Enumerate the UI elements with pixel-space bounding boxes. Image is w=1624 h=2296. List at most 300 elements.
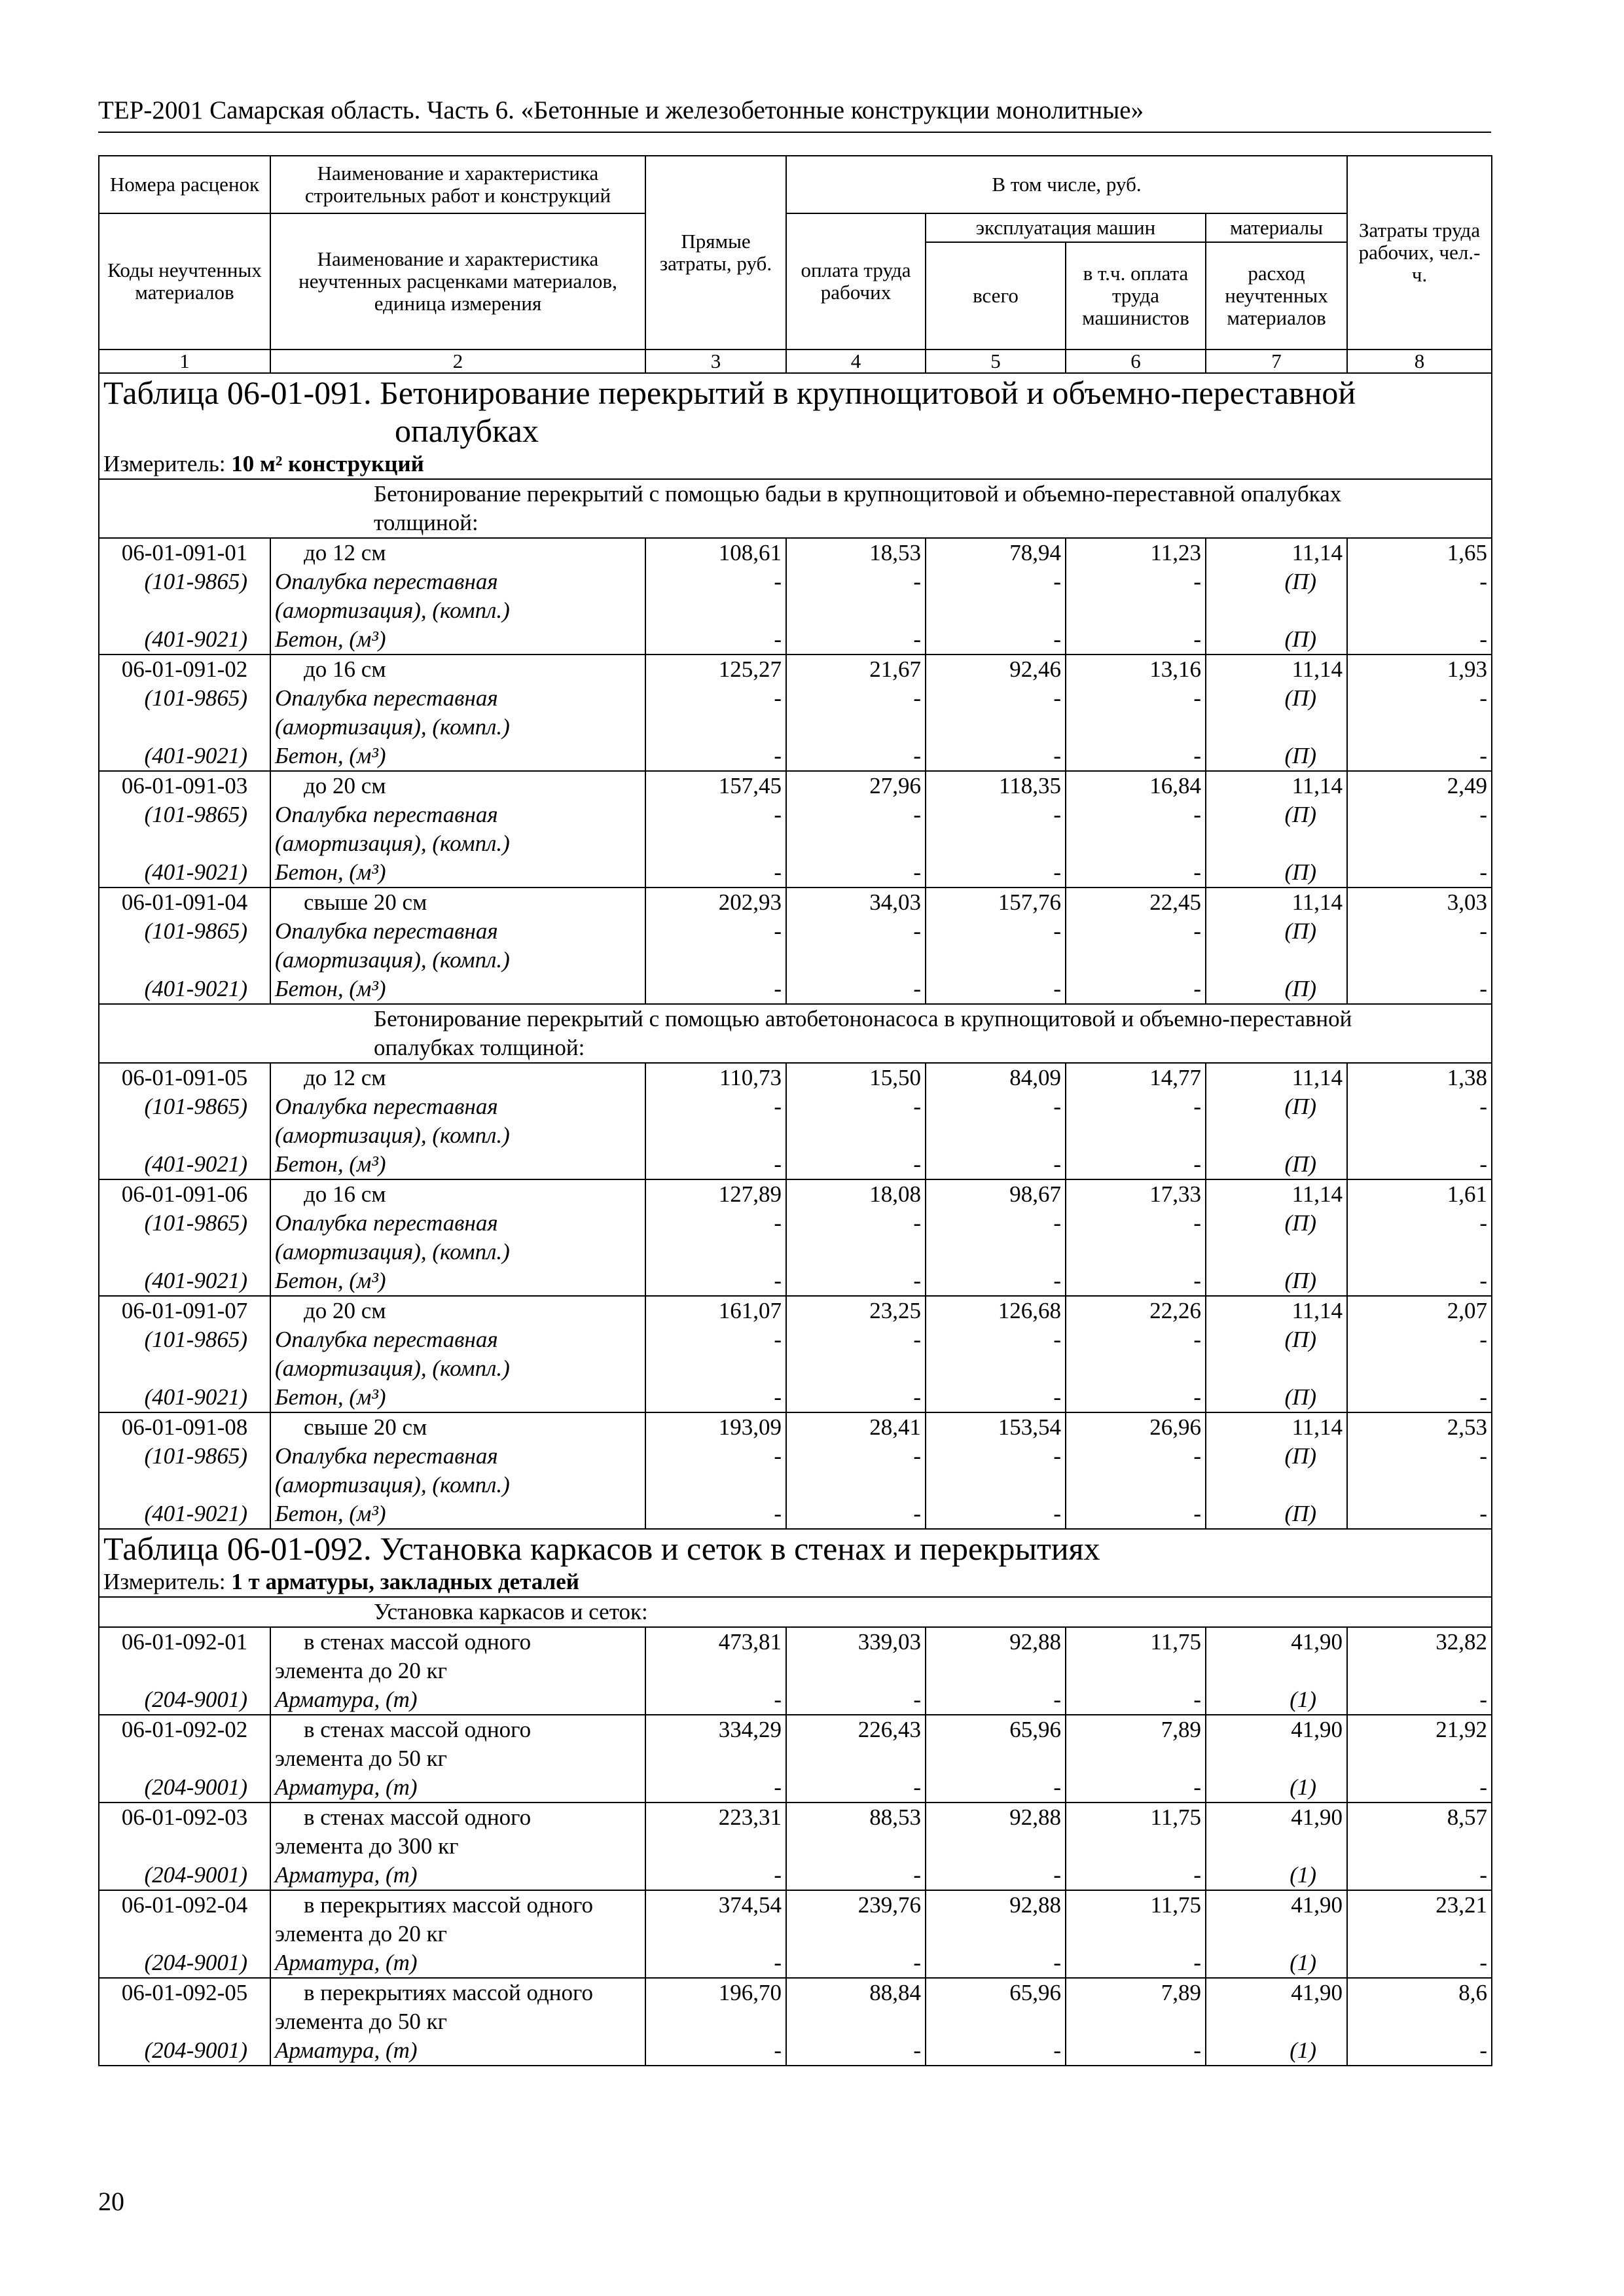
material-name-cell: Арматура, (т) [270, 1861, 645, 1890]
table-row [99, 1063, 1492, 1092]
empty-cell [1206, 1238, 1347, 1266]
empty-cell [926, 1354, 1066, 1383]
dash-cell: - [786, 1266, 926, 1296]
table-row [99, 713, 1492, 742]
material-name-cell: (амортизация), (компл.) [270, 1471, 645, 1499]
dash-cell: - [645, 1383, 786, 1412]
dash-cell: - [786, 1209, 926, 1238]
col-number: 7 [1206, 350, 1347, 373]
table-row [99, 2007, 1492, 2036]
labor-cost-cell: 239,76 [786, 1890, 926, 1920]
empty-cell [786, 1354, 926, 1383]
group-title [99, 1597, 1492, 1627]
material-code-cell: (101-9865) [99, 1209, 270, 1238]
dash-cell: - [1347, 800, 1492, 829]
dash-cell: - [926, 1383, 1066, 1412]
operator-cost-cell: 13,16 [1066, 655, 1206, 684]
col-number: 3 [645, 350, 786, 373]
dash-cell: - [1066, 684, 1206, 713]
dash-cell: - [926, 625, 1066, 655]
table-row [99, 1325, 1492, 1354]
direct-cost-cell: 193,09 [645, 1412, 786, 1442]
material-name-cell: (амортизация), (компл.) [270, 946, 645, 975]
material-cost-cell: 41,90 [1206, 1978, 1347, 2007]
machine-cost-cell: 65,96 [926, 1715, 1066, 1744]
empty-cell [1347, 1471, 1492, 1499]
material-name-cell: Бетон, (м³) [270, 1383, 645, 1412]
material-cost-cell: 41,90 [1206, 1890, 1347, 1920]
empty-cell [1206, 1744, 1347, 1773]
dash-cell: - [1066, 1266, 1206, 1296]
empty-cell [786, 1121, 926, 1150]
rate-code-cell [99, 1063, 270, 1092]
labor-cost-cell: 18,53 [786, 538, 926, 567]
empty-cell [926, 829, 1066, 858]
material-qty-cell: (1) [1206, 1948, 1347, 1978]
dash-cell: - [786, 1685, 926, 1715]
dash-cell: - [786, 567, 926, 596]
direct-cost-cell: 223,31 [645, 1803, 786, 1832]
table-row [99, 1442, 1492, 1471]
machine-cost-cell: 84,09 [926, 1063, 1066, 1092]
material-code-cell: (204-9001) [99, 1948, 270, 1978]
group-title [99, 479, 1492, 538]
dash-cell: - [1347, 1948, 1492, 1978]
rate-name-cell: в перекрытиях массой одного [270, 1978, 645, 2007]
material-qty-cell: (П) [1206, 1209, 1347, 1238]
measure-unit-row [99, 1568, 1492, 1597]
dash-cell: - [786, 1773, 926, 1803]
empty-cell [1066, 1832, 1206, 1861]
direct-cost-cell: 334,29 [645, 1715, 786, 1744]
empty-cell [645, 1121, 786, 1150]
dash-cell: - [926, 1685, 1066, 1715]
direct-cost-cell: 196,70 [645, 1978, 786, 2007]
labor-hours-cell: 2,49 [1347, 771, 1492, 800]
machines-header: эксплуатация машин [926, 213, 1206, 242]
table-row [99, 1383, 1492, 1412]
group-title-line: опалубках толщиной: [374, 1035, 585, 1060]
material-code-cell: (101-9865) [99, 1442, 270, 1471]
materials-header: материалы [1206, 213, 1347, 242]
dash-cell: - [926, 1499, 1066, 1529]
material-code-cell: (401-9021) [99, 1266, 270, 1296]
empty-cell [645, 1832, 786, 1861]
labor-cost-cell: 28,41 [786, 1412, 926, 1442]
empty-cell [99, 829, 270, 858]
dash-cell: - [1347, 625, 1492, 655]
col5-header: всего [926, 242, 1066, 350]
group-title-line: Бетонирование перекрытий с помощью автобетононасоса в крупнощитовой и объемно-переставной [374, 1006, 1352, 1031]
dash-cell: - [786, 1150, 926, 1179]
material-qty-cell: (П) [1206, 1499, 1347, 1529]
table-title-line: опалубках [395, 412, 539, 449]
dash-cell: - [926, 975, 1066, 1004]
dash-cell: - [645, 684, 786, 713]
table-row [99, 946, 1492, 975]
dash-cell: - [926, 1092, 1066, 1121]
direct-cost-cell: 157,45 [645, 771, 786, 800]
col8-header: Затраты труда рабочих, чел.-ч. [1347, 156, 1492, 350]
dash-cell: - [926, 1209, 1066, 1238]
rate-code: 06-01-092-01 [121, 1629, 248, 1655]
labor-cost-cell: 88,84 [786, 1978, 926, 2007]
machine-cost-cell: 92,88 [926, 1627, 1066, 1657]
empty-cell [786, 1238, 926, 1266]
dash-cell: - [645, 1685, 786, 1715]
material-name-cell: Бетон, (м³) [270, 975, 645, 1004]
table-row [99, 567, 1492, 596]
table-row [99, 1685, 1492, 1715]
col-number: 6 [1066, 350, 1206, 373]
dash-cell: - [926, 1442, 1066, 1471]
material-qty-cell: (1) [1206, 1773, 1347, 1803]
dash-cell: - [786, 1442, 926, 1471]
empty-cell [645, 1657, 786, 1685]
material-code-cell: (204-9001) [99, 1861, 270, 1890]
material-qty-cell: (П) [1206, 975, 1347, 1004]
empty-cell [645, 2007, 786, 2036]
empty-cell [1206, 713, 1347, 742]
rate-code-cell [99, 538, 270, 567]
measure-unit [99, 1568, 1492, 1597]
material-qty-cell: (П) [1206, 1092, 1347, 1121]
dash-cell: - [645, 1266, 786, 1296]
dash-cell: - [1066, 1442, 1206, 1471]
empty-cell [1347, 1121, 1492, 1150]
empty-cell [645, 946, 786, 975]
operator-cost-cell: 14,77 [1066, 1063, 1206, 1092]
empty-cell [1066, 1238, 1206, 1266]
measure-label: Измеритель: [103, 451, 226, 476]
operator-cost-cell: 7,89 [1066, 1978, 1206, 2007]
operator-cost-cell: 11,23 [1066, 538, 1206, 567]
rate-name-cell: в стенах массой одного [270, 1715, 645, 1744]
empty-cell [786, 1657, 926, 1685]
empty-cell [99, 2007, 270, 2036]
table-title [99, 1529, 1492, 1568]
column-header [99, 156, 1492, 373]
table-title-row [99, 1529, 1492, 1568]
empty-cell [786, 829, 926, 858]
col2-bottom-header: Наименование и характеристика неучтенных расценками материалов, единица измерения [270, 213, 645, 350]
dash-cell: - [1066, 975, 1206, 1004]
table-row [99, 771, 1492, 800]
table-row [99, 1209, 1492, 1238]
material-cost-cell: 41,90 [1206, 1803, 1347, 1832]
labor-cost-cell: 15,50 [786, 1063, 926, 1092]
material-code-cell: (101-9865) [99, 800, 270, 829]
empty-cell [926, 1238, 1066, 1266]
dash-cell: - [1066, 1861, 1206, 1890]
rate-code: 06-01-091-04 [121, 889, 248, 915]
material-code-cell: (401-9021) [99, 975, 270, 1004]
material-cost-cell: 41,90 [1206, 1715, 1347, 1744]
empty-cell [926, 1657, 1066, 1685]
measure-unit [99, 450, 1492, 479]
table-row [99, 1627, 1492, 1657]
labor-hours-cell: 8,57 [1347, 1803, 1492, 1832]
dash-cell: - [645, 2036, 786, 2066]
machine-cost-cell: 157,76 [926, 888, 1066, 917]
table-row [99, 829, 1492, 858]
dash-cell: - [1347, 1209, 1492, 1238]
dash-cell: - [1066, 742, 1206, 771]
table-row [99, 888, 1492, 917]
rate-name-cell: элемента до 50 кг [270, 2007, 645, 2036]
material-name-cell: Опалубка переставная [270, 800, 645, 829]
rate-name-cell: до 16 см [270, 1179, 645, 1209]
material-name-cell: Опалубка переставная [270, 567, 645, 596]
operator-cost-cell: 17,33 [1066, 1179, 1206, 1209]
rate-code-cell [99, 888, 270, 917]
empty-cell [926, 946, 1066, 975]
rates-table [98, 155, 1492, 2066]
dash-cell: - [1066, 1325, 1206, 1354]
table-row [99, 1744, 1492, 1773]
operator-cost-cell: 11,75 [1066, 1627, 1206, 1657]
rate-code: 06-01-091-03 [121, 773, 248, 798]
dash-cell: - [1347, 1266, 1492, 1296]
labor-hours-cell: 21,92 [1347, 1715, 1492, 1744]
table-row [99, 742, 1492, 771]
empty-cell [1206, 2007, 1347, 2036]
rate-name-cell: элемента до 50 кг [270, 1744, 645, 1773]
material-qty-cell: (П) [1206, 1383, 1347, 1412]
empty-cell [645, 829, 786, 858]
measure-value: 1 т арматуры, закладных деталей [231, 1569, 579, 1594]
material-code-cell: (204-9001) [99, 1685, 270, 1715]
table-row [99, 800, 1492, 829]
empty-cell [1206, 1920, 1347, 1948]
labor-cost-cell: 21,67 [786, 655, 926, 684]
rate-name-cell: элемента до 300 кг [270, 1832, 645, 1861]
dash-cell: - [926, 684, 1066, 713]
dash-cell: - [645, 858, 786, 888]
group-title-row [99, 1597, 1492, 1627]
material-name-cell: Бетон, (м³) [270, 858, 645, 888]
rate-name-cell: до 12 см [270, 538, 645, 567]
table-row [99, 1092, 1492, 1121]
material-name-cell: Бетон, (м³) [270, 625, 645, 655]
machine-cost-cell: 78,94 [926, 538, 1066, 567]
empty-cell [1066, 1354, 1206, 1383]
operator-cost-cell: 16,84 [1066, 771, 1206, 800]
empty-cell [1066, 713, 1206, 742]
material-name-cell: Бетон, (м³) [270, 1499, 645, 1529]
dash-cell: - [1066, 1092, 1206, 1121]
rate-name-cell: свыше 20 см [270, 888, 645, 917]
dash-cell: - [1066, 800, 1206, 829]
dash-cell: - [1066, 567, 1206, 596]
dash-cell: - [926, 742, 1066, 771]
dash-cell: - [645, 625, 786, 655]
dash-cell: - [786, 800, 926, 829]
rate-code-cell [99, 1715, 270, 1744]
rate-name-cell: свыше 20 см [270, 1412, 645, 1442]
dash-cell: - [1066, 625, 1206, 655]
dash-cell: - [926, 2036, 1066, 2066]
empty-cell [1347, 1354, 1492, 1383]
material-cost-cell: 11,14 [1206, 1296, 1347, 1325]
labor-cost-cell: 88,53 [786, 1803, 926, 1832]
empty-cell [1206, 1354, 1347, 1383]
dash-cell: - [645, 975, 786, 1004]
empty-cell [786, 1471, 926, 1499]
dash-cell: - [1347, 567, 1492, 596]
rate-name-cell: до 12 см [270, 1063, 645, 1092]
material-name-cell: Арматура, (т) [270, 1685, 645, 1715]
empty-cell [645, 713, 786, 742]
dash-cell: - [786, 742, 926, 771]
material-qty-cell: (П) [1206, 684, 1347, 713]
dash-cell: - [926, 1861, 1066, 1890]
measure-unit-row [99, 450, 1492, 479]
dash-cell: - [1347, 1773, 1492, 1803]
group-title-line: толщиной: [374, 510, 478, 535]
dash-cell: - [1347, 1150, 1492, 1179]
empty-cell [99, 596, 270, 625]
dash-cell: - [645, 1861, 786, 1890]
material-code-cell: (401-9021) [99, 1150, 270, 1179]
col7-header: расход неучтенных материалов [1206, 242, 1347, 350]
dash-cell: - [1066, 1685, 1206, 1715]
table-row [99, 1266, 1492, 1296]
empty-cell [1347, 829, 1492, 858]
dash-cell: - [926, 800, 1066, 829]
material-qty-cell: (П) [1206, 800, 1347, 829]
rate-code: 06-01-092-03 [121, 1804, 248, 1830]
table-title [99, 373, 1492, 450]
dash-cell: - [1347, 1499, 1492, 1529]
empty-cell [99, 1920, 270, 1948]
material-cost-cell: 41,90 [1206, 1627, 1347, 1657]
group-title-line: Установка каркасов и сеток: [374, 1599, 648, 1624]
dash-cell: - [1347, 1092, 1492, 1121]
empty-cell [1347, 2007, 1492, 2036]
material-qty-cell: (П) [1206, 1442, 1347, 1471]
rate-code: 06-01-091-08 [121, 1414, 248, 1440]
direct-cost-cell: 127,89 [645, 1179, 786, 1209]
col-number: 8 [1347, 350, 1492, 373]
table-row [99, 538, 1492, 567]
dash-cell: - [1066, 2036, 1206, 2066]
empty-cell [1206, 829, 1347, 858]
empty-cell [786, 596, 926, 625]
material-code-cell: (401-9021) [99, 625, 270, 655]
measure-value: 10 м² конструкций [231, 451, 424, 476]
labor-hours-cell: 23,21 [1347, 1890, 1492, 1920]
table-row [99, 655, 1492, 684]
dash-cell: - [926, 567, 1066, 596]
dash-cell: - [786, 625, 926, 655]
rate-code: 06-01-091-06 [121, 1181, 248, 1207]
dash-cell: - [926, 1773, 1066, 1803]
empty-cell [645, 1920, 786, 1948]
dash-cell: - [1347, 1325, 1492, 1354]
empty-cell [1347, 1920, 1492, 1948]
empty-cell [1066, 829, 1206, 858]
material-qty-cell: (1) [1206, 2036, 1347, 2066]
material-name-cell: Арматура, (т) [270, 1948, 645, 1978]
material-code-cell: (101-9865) [99, 684, 270, 713]
material-code-cell: (204-9001) [99, 1773, 270, 1803]
empty-cell [926, 1744, 1066, 1773]
dash-cell: - [1347, 1383, 1492, 1412]
empty-cell [99, 1471, 270, 1499]
table-row [99, 1471, 1492, 1499]
dash-cell: - [645, 1442, 786, 1471]
material-cost-cell: 11,14 [1206, 1179, 1347, 1209]
empty-cell [645, 596, 786, 625]
empty-cell [926, 1121, 1066, 1150]
dash-cell: - [1347, 684, 1492, 713]
dash-cell: - [926, 1325, 1066, 1354]
table-row [99, 1920, 1492, 1948]
empty-cell [1347, 1657, 1492, 1685]
labor-hours-cell: 32,82 [1347, 1627, 1492, 1657]
rate-code: 06-01-091-01 [121, 540, 248, 565]
empty-cell [1347, 1832, 1492, 1861]
rate-name-cell: до 20 см [270, 1296, 645, 1325]
dash-cell: - [645, 1499, 786, 1529]
empty-cell [1206, 1471, 1347, 1499]
empty-cell [1206, 1121, 1347, 1150]
labor-cost-cell: 226,43 [786, 1715, 926, 1744]
machine-cost-cell: 65,96 [926, 1978, 1066, 2007]
empty-cell [926, 596, 1066, 625]
material-name-cell: Опалубка переставная [270, 1325, 645, 1354]
table-row [99, 1832, 1492, 1861]
dash-cell: - [645, 917, 786, 946]
empty-cell [786, 2007, 926, 2036]
header-rule [98, 132, 1491, 133]
rate-code-cell [99, 1803, 270, 1832]
table-row [99, 1715, 1492, 1744]
dash-cell: - [786, 1861, 926, 1890]
dash-cell: - [786, 1383, 926, 1412]
dash-cell: - [645, 1325, 786, 1354]
empty-cell [1347, 713, 1492, 742]
table-row [99, 1150, 1492, 1179]
dash-cell: - [1347, 858, 1492, 888]
labor-hours-cell: 1,65 [1347, 538, 1492, 567]
table-title-row [99, 373, 1492, 450]
dash-cell: - [786, 1499, 926, 1529]
col-number: 2 [270, 350, 645, 373]
dash-cell: - [645, 567, 786, 596]
machine-cost-cell: 153,54 [926, 1412, 1066, 1442]
material-name-cell: (амортизация), (компл.) [270, 596, 645, 625]
empty-cell [645, 1354, 786, 1383]
dash-cell: - [645, 1948, 786, 1978]
group-title-row [99, 1004, 1492, 1063]
operator-cost-cell: 22,26 [1066, 1296, 1206, 1325]
labor-hours-cell: 8,6 [1347, 1978, 1492, 2007]
rate-code: 06-01-092-04 [121, 1892, 248, 1918]
empty-cell [99, 713, 270, 742]
material-name-cell: Опалубка переставная [270, 1209, 645, 1238]
material-qty-cell: (П) [1206, 858, 1347, 888]
dash-cell: - [786, 1948, 926, 1978]
rate-code: 06-01-092-05 [121, 1980, 248, 2005]
rate-name-cell: до 20 см [270, 771, 645, 800]
dash-cell: - [645, 1092, 786, 1121]
empty-cell [1206, 946, 1347, 975]
material-qty-cell: (П) [1206, 567, 1347, 596]
machine-cost-cell: 98,67 [926, 1179, 1066, 1209]
material-code-cell: (101-9865) [99, 917, 270, 946]
